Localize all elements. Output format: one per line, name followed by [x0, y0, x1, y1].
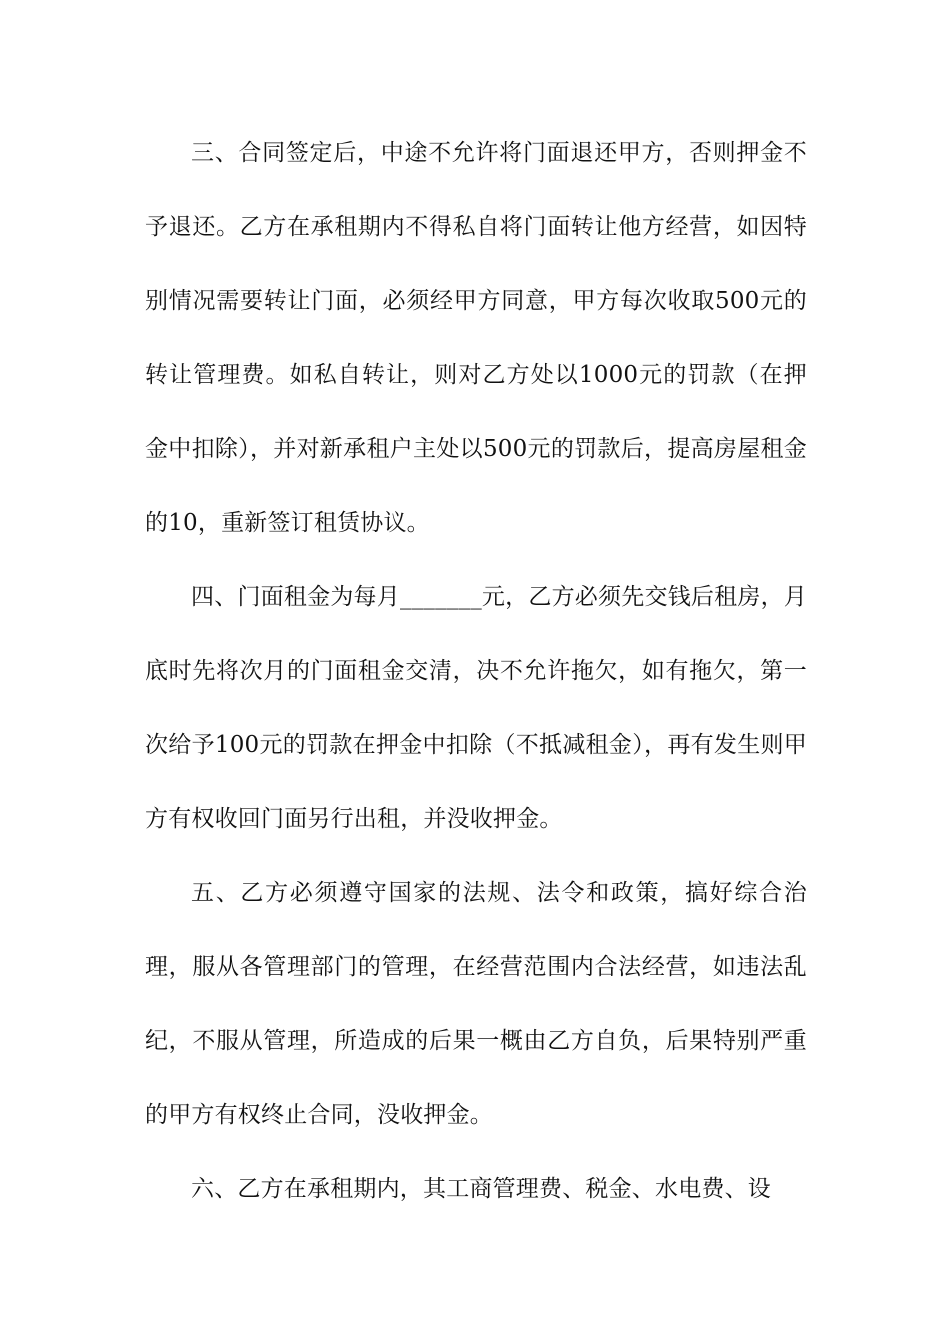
paragraph-clause-4: 四、门面租金为每月_______元，乙方必须先交钱后租房，月底时先将次月的门面租金交清，决不允许拖欠，如有拖欠，第一次给予100元的罚款在押金中扣除（不抵减租金），再有发生则甲方有权收回门面另行出租，并没收押金。 — [145, 584, 807, 832]
paragraph-clause-3: 三、合同签定后，中途不允许将门面退还甲方，否则押金不予退还。乙方在承租期内不得私自将门面转让他方经营，如因特别情况需要转让门面，必须经甲方同意，甲方每次收取500元的转让管理费。如私自转让，则对乙方处以1000元的罚款（在押金中扣除），并对新承租户主处以500元的罚款后，提高房屋租金的10，重新签订租赁协议。 — [145, 140, 807, 536]
document-body — [145, 116, 807, 1226]
paragraph-clause-6: 六、乙方在承租期内，其工商管理费、税金、水电费、设 — [191, 1176, 771, 1202]
paragraph-clause-5: 五、乙方必须遵守国家的法规、法令和政策，搞好综合治理，服从各管理部门的管理，在经营范围内合法经营，如违法乱纪，不服从管理，所造成的后果一概由乙方自负，后果特别严重的甲方有权终止合同，没收押金。 — [145, 880, 807, 1128]
